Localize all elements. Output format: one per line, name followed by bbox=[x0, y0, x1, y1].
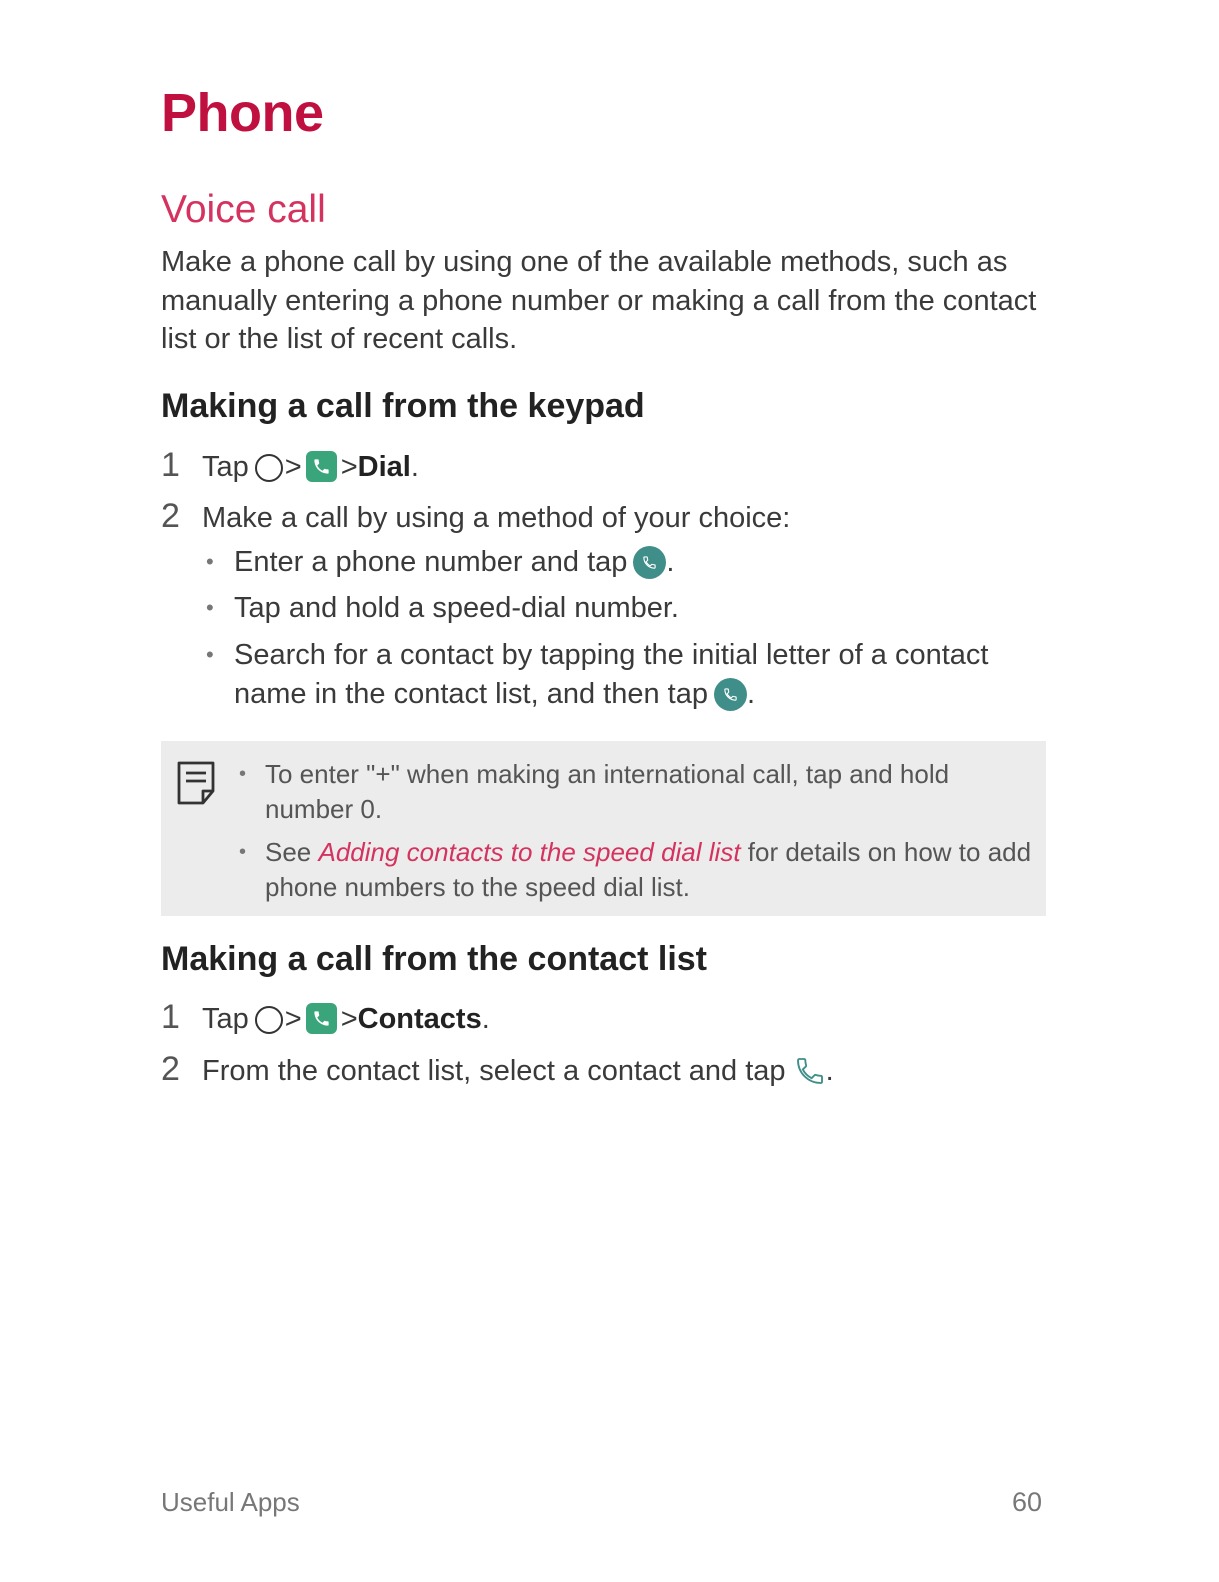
note-box bbox=[161, 741, 1046, 916]
punctuation: . bbox=[666, 546, 675, 578]
bullet-text: Tap and hold a speed-dial number. bbox=[234, 592, 679, 624]
intro-line: Make a phone call by using one of the available methods, such as bbox=[161, 246, 1008, 278]
separator: > bbox=[284, 451, 302, 483]
step-text: From the contact list, select a contact and tap bbox=[202, 1055, 786, 1087]
step-text: Make a call by using a method of your choice: bbox=[202, 502, 791, 534]
punctuation: . bbox=[746, 677, 756, 710]
note-text: To enter "+" when making an international call, tap and hold bbox=[265, 759, 950, 789]
step-text: Tap bbox=[202, 1003, 249, 1035]
bullet-dot: • bbox=[239, 841, 247, 863]
bullet-dot: • bbox=[206, 549, 214, 574]
home-circle-icon bbox=[255, 1006, 283, 1034]
separator: > bbox=[340, 451, 358, 483]
heading-keypad: Making a call from the keypad bbox=[161, 387, 645, 425]
phone-app-icon bbox=[306, 451, 337, 482]
step-text: Tap bbox=[202, 451, 249, 483]
bullet-text: Enter a phone number and tap bbox=[234, 546, 628, 578]
separator: > bbox=[340, 1003, 358, 1035]
call-button-icon bbox=[714, 678, 747, 711]
note-icon bbox=[177, 761, 215, 810]
call-button-icon bbox=[633, 546, 666, 579]
intro-line: manually entering a phone number or making a call from the contact bbox=[161, 284, 1037, 317]
note-text: number 0. bbox=[265, 794, 383, 824]
bullet-text: Search for a contact by tapping the initial letter of a contact bbox=[234, 639, 989, 671]
punctuation: . bbox=[481, 1003, 490, 1035]
dial-label: Dial bbox=[357, 451, 411, 483]
step-number: 1 bbox=[161, 446, 180, 484]
page-number: 60 bbox=[1012, 1487, 1043, 1517]
speed-dial-link[interactable]: Adding contacts to the speed dial list bbox=[318, 837, 741, 867]
bullet-dot: • bbox=[239, 763, 247, 785]
heading-contact-list: Making a call from the contact list bbox=[161, 940, 708, 978]
step-number: 2 bbox=[161, 497, 180, 535]
separator: > bbox=[284, 1003, 302, 1035]
phone-app-icon bbox=[306, 1003, 337, 1034]
note-text: for details on how to add bbox=[747, 837, 1032, 867]
intro-line: list or the list of recent calls. bbox=[161, 323, 518, 355]
home-circle-icon bbox=[255, 454, 283, 482]
note-text: phone numbers to the speed dial list. bbox=[265, 872, 690, 902]
footer-section: Useful Apps bbox=[161, 1487, 300, 1517]
bullet-dot: • bbox=[206, 642, 214, 667]
step-number: 2 bbox=[161, 1050, 180, 1088]
section-heading-voice-call: Voice call bbox=[161, 188, 326, 231]
contacts-label: Contacts bbox=[357, 1003, 482, 1035]
step-number: 1 bbox=[161, 998, 180, 1036]
bullet-text: name in the contact list, and then tap bbox=[234, 677, 708, 710]
phone-outline-icon bbox=[794, 1055, 826, 1097]
punctuation: . bbox=[410, 451, 419, 483]
intro-paragraph bbox=[161, 243, 1046, 359]
punctuation: . bbox=[825, 1055, 834, 1087]
page-title: Phone bbox=[161, 83, 324, 143]
bullet-dot: • bbox=[206, 595, 214, 620]
note-text: See bbox=[265, 837, 312, 867]
